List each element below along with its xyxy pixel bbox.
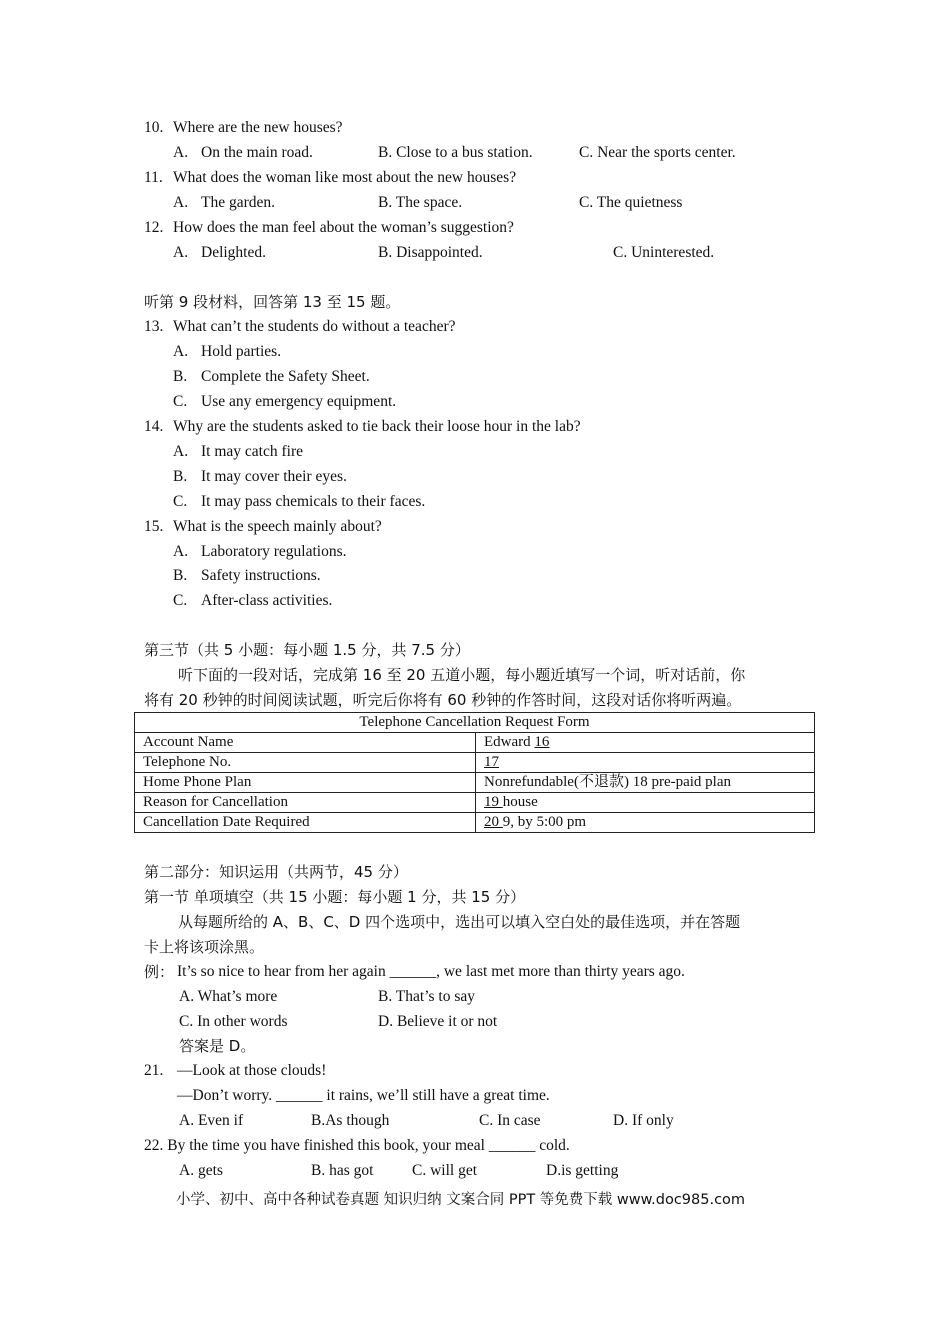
form-row (135, 813, 815, 833)
question-22-text: 22. By the time you have finished this book, your meal ______ cold. (144, 1137, 570, 1154)
q21-option-b: B.As though (311, 1112, 390, 1129)
q13-option-c-letter: C. (173, 393, 188, 410)
section-1-title: 第一节 单项填空（共 15 小题：每小题 1 分，共 15 分） (144, 888, 526, 906)
q15-option-b-letter: B. (173, 567, 188, 584)
section-9-instruction: 听第 9 段材料，回答第 13 至 15 题。 (144, 293, 401, 311)
q11-option-c: C. The quietness (579, 194, 683, 211)
q10-option-c: C. Near the sports center. (579, 144, 736, 161)
form-value-cancellation-date (476, 813, 815, 833)
section-1-intro-line-2: 卡上将该项涂黑。 (144, 938, 265, 956)
blank-17[interactable]: 17 (484, 754, 499, 770)
q14-option-c: It may pass chemicals to their faces. (201, 493, 426, 510)
question-15-number: 15. (144, 518, 164, 535)
form-title: Telephone Cancellation Request Form (135, 713, 815, 733)
cancellation-request-form (134, 712, 815, 833)
example-option-b: B. That’s to say (378, 988, 476, 1005)
form-value-text: Edward (484, 734, 535, 750)
part-2-title: 第二部分：知识运用（共两节，45 分） (144, 863, 408, 881)
q13-option-b: Complete the Safety Sheet. (201, 368, 370, 385)
q11-option-b: B. The space. (378, 194, 463, 211)
question-21-line-2: —Don’t worry. ______ it rains, we’ll still have a great time. (177, 1087, 550, 1104)
q12-option-c: C. Uninterested. (613, 244, 715, 261)
q13-option-a-letter: A. (173, 343, 189, 360)
form-label-account-name: Account Name (135, 733, 476, 753)
q14-option-b-letter: B. (173, 468, 188, 485)
q12-option-a: Delighted. (201, 244, 266, 261)
part-3-intro-line-2: 将有 20 秒钟的时间阅读试题，听完后你将有 60 秒钟的作答时间，这段对话你将听两遍。 (144, 691, 742, 709)
form-label-cancellation-date: Cancellation Date Required (135, 813, 476, 833)
question-13-text: What can’t the students do without a teacher? (173, 318, 456, 335)
question-21-line-1: —Look at those clouds! (177, 1062, 327, 1079)
q12-option-a-letter: A. (173, 244, 189, 261)
q21-option-d: D. If only (613, 1112, 674, 1129)
question-12-number: 12. (144, 219, 164, 236)
example-option-a: A. What’s more (179, 988, 278, 1005)
blank-16[interactable]: 16 (534, 734, 550, 750)
blank-19[interactable]: 19 (484, 794, 503, 810)
question-11-text: What does the woman like most about the new houses? (173, 169, 517, 186)
question-13-number: 13. (144, 318, 164, 335)
q12-option-b: B. Disappointed. (378, 244, 483, 261)
question-14-text: Why are the students asked to tie back their loose hour in the lab? (173, 418, 581, 435)
q10-option-a-letter: A. (173, 144, 189, 161)
question-15-text: What is the speech mainly about? (173, 518, 382, 535)
form-row (135, 753, 815, 773)
q22-option-b: B. has got (311, 1162, 374, 1179)
q15-option-c: After-class activities. (201, 592, 333, 609)
q14-option-c-letter: C. (173, 493, 188, 510)
form-label-telephone: Telephone No. (135, 753, 476, 773)
form-row (135, 733, 815, 753)
form-value-text: house (502, 794, 538, 810)
form-row (135, 793, 815, 813)
section-1-intro-line-1: 从每题所给的 A、B、C、D 四个选项中，选出可以填入空白处的最佳选项，并在答题 (178, 913, 741, 931)
q14-option-a: It may catch fire (201, 443, 303, 460)
q11-option-a: The garden. (201, 194, 276, 211)
example-option-d: D. Believe it or not (378, 1013, 498, 1030)
question-14-number: 14. (144, 418, 164, 435)
form-value-telephone (476, 753, 815, 773)
q13-option-a: Hold parties. (201, 343, 282, 360)
q13-option-b-letter: B. (173, 368, 188, 385)
q15-option-b: Safety instructions. (201, 567, 321, 584)
blank-20[interactable]: 20 (484, 814, 503, 830)
q11-option-a-letter: A. (173, 194, 189, 211)
form-row (135, 773, 815, 793)
example-label: 例： (144, 963, 175, 981)
q22-option-c: C. will get (412, 1162, 478, 1179)
form-value-text: 9, by 5:00 pm (502, 814, 587, 830)
q21-option-a: A. Even if (179, 1112, 244, 1129)
q22-option-a: A. gets (179, 1162, 223, 1179)
form-label-home-phone-plan: Home Phone Plan (135, 773, 476, 793)
q10-option-a: On the main road. (201, 144, 313, 161)
part-3-intro-line-1: 听下面的一段对话，完成第 16 至 20 五道小题，每小题近填写一个词，听对话前，你 (178, 666, 746, 684)
q15-option-c-letter: C. (173, 592, 188, 609)
question-10-number: 10. (144, 119, 164, 136)
q15-option-a: Laboratory regulations. (201, 543, 347, 560)
form-value-reason (476, 793, 815, 813)
example-answer: 答案是 D。 (179, 1037, 256, 1055)
form-label-reason: Reason for Cancellation (135, 793, 476, 813)
question-11-number: 11. (144, 169, 163, 186)
footer-text: 小学、初中、高中各种试卷真题 知识归纳 文案合同 PPT 等免费下载 www.doc985.com (176, 1192, 746, 1208)
q22-option-d: D.is getting (546, 1162, 619, 1179)
question-21-number: 21. (144, 1062, 164, 1079)
q14-option-a-letter: A. (173, 443, 189, 460)
example-option-c: C. In other words (179, 1013, 288, 1030)
part-3-title: 第三节（共 5 小题：每小题 1.5 分，共 7.5 分） (144, 641, 470, 659)
q15-option-a-letter: A. (173, 543, 189, 560)
form-value-account-name (476, 733, 815, 753)
q13-option-c: Use any emergency equipment. (201, 393, 397, 410)
question-10-text: Where are the new houses? (173, 119, 343, 136)
question-12-text: How does the man feel about the woman’s suggestion? (173, 219, 514, 236)
form-value-home-phone-plan: Nonrefundable(不退款) 18 pre-paid plan (476, 773, 815, 793)
q21-option-c: C. In case (479, 1112, 541, 1129)
example-text: It’s so nice to hear from her again ______, we last met more than thirty years ago. (177, 963, 685, 980)
q14-option-b: It may cover their eyes. (201, 468, 347, 485)
q10-option-b: B. Close to a bus station. (378, 144, 533, 161)
